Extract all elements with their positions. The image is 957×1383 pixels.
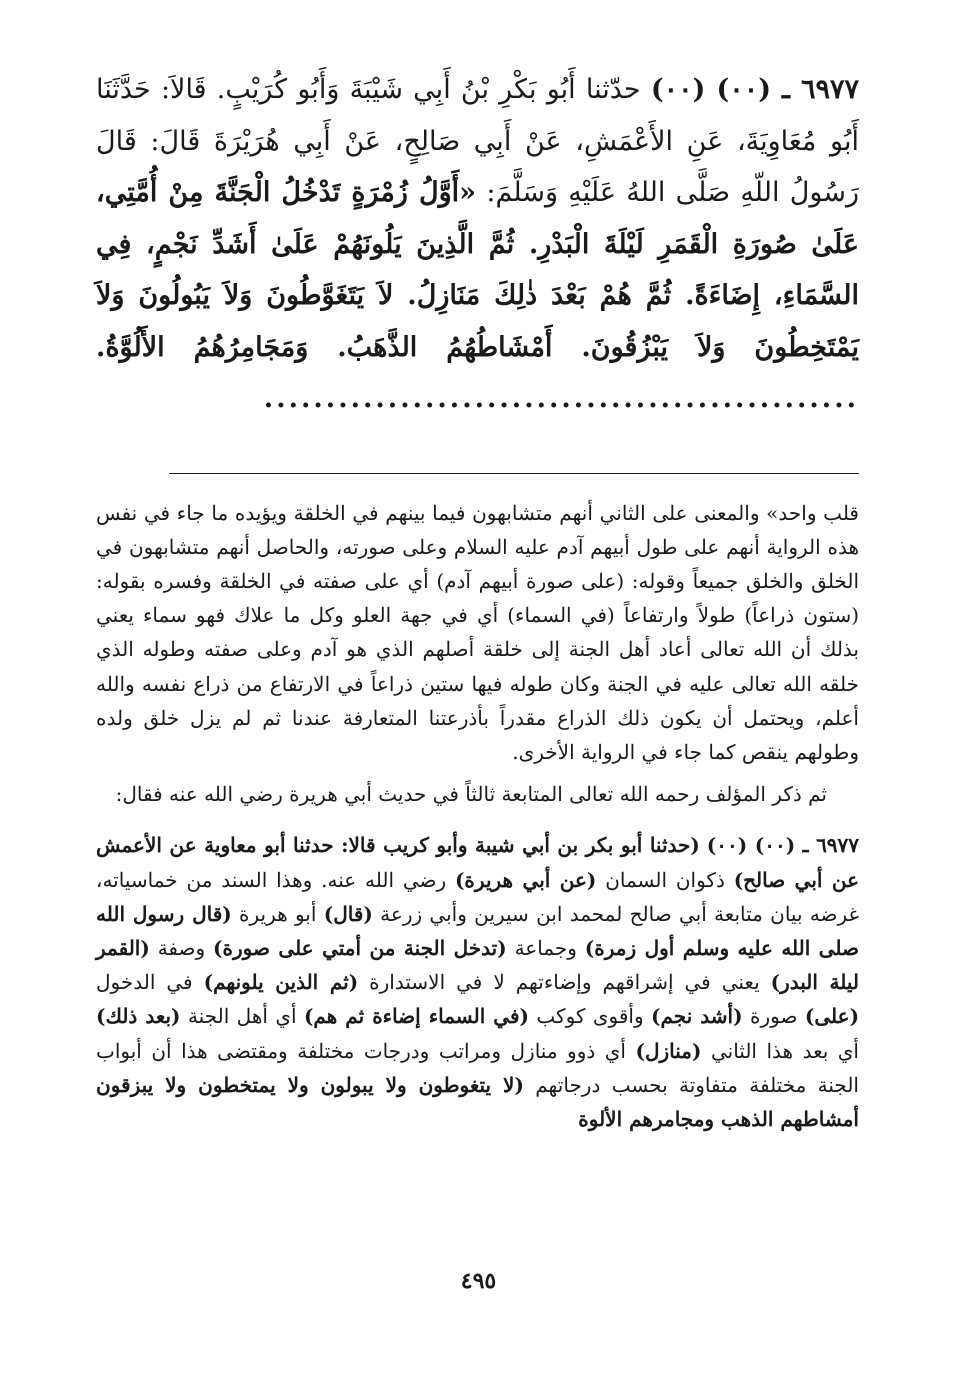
commentary-quote: (في السماء إضاءة ثم هم) bbox=[303, 1004, 529, 1029]
commentary-quote: (قال رسول الله صلى الله عليه وسلم أول زمرة) bbox=[96, 901, 860, 960]
commentary-explanation: وصفة bbox=[157, 935, 206, 960]
page-number: ٤٩٥ bbox=[460, 1268, 497, 1294]
commentary-quote: (على) bbox=[804, 1004, 860, 1029]
commentary-quote: (منازل) bbox=[635, 1038, 702, 1063]
commentary-paragraph-1: قلب واحد» والمعنى على الثاني أنهم متشابهون فيما بينهم في الخلقة ويؤيده ما جاء في نفس هذه الرواية أنهم على طول أبيهم آدم عليه السلام وعلى صورته، والحاصل أنهم متشابهون في الخلق والخلق جميعاً وقوله: (على صورة أبيهم آدم) أي على صفته في الخلقة وفسره بقوله: (ستون ذراعاً) طولاً وارتفاعاً (في السماء) أي في جهة العلو وكل ما علاك فهو سماء يعني بذلك أن الله تعالى أعاد أهل الجنة إلى خلقة أصلهم الذي هو آدم وعلى صفته وطوله الذي خلقه الله تعالى عليه في الجنة وكان طوله فيها ستين ذراعاً في الارتفاع من ذراع نفسه والله أعلم، ويحتمل أن يكون ذلك الذراع مقدراً بأذرعتنا المتعارفة عندنا ثم لم يزل خلق ولده وطولهم ينقص كما جاء في الرواية الأخرى. bbox=[96, 500, 859, 764]
commentary-quote: (تدخل الجنة من أمتي على صورة) bbox=[213, 935, 507, 960]
commentary-quote: (حدثنا أبو بكر بن أبي شيبة وأبو كريب قالا: حدثنا أبو معاوية عن الأعمش عن أبي صالح) bbox=[96, 833, 860, 892]
commentary-quote: (قال) bbox=[323, 901, 373, 926]
commentary-explanation: أي أهل الجنة bbox=[187, 1004, 297, 1029]
commentary-paragraph-2: ثم ذكر المؤلف رحمه الله تعالى المتابعة ثالثاً في حديث أبي هريرة رضي الله عنه فقال: bbox=[115, 782, 827, 807]
commentary-explanation: أي بعد هذا الثاني bbox=[710, 1038, 859, 1063]
hadith-text bbox=[96, 64, 859, 425]
hadith-number: ٦٩٧٧ ـ (٠٠) (٠٠) bbox=[650, 74, 859, 105]
hadith-isnad: حدّثنا أَبُو بَكْرِ بْنُ أَبِي شَيْبَةَ وَأَبُو كُرَيْبٍ. قَالاَ: حَدَّثَنَا أَبُو مُعَاوِيَةَ، عَنِ الأَعْمَشِ، عَنْ أَبِي صَالِحٍ، عَنْ أَبِي هُرَيْرَةَ قَالَ: قَالَ رَسُولُ اللّهِ صَلَّى اللهُ عَلَيْهِ وَسَلَّمَ: bbox=[96, 74, 859, 208]
commentary-quote: (أشد نجم) bbox=[651, 1004, 743, 1029]
commentary-explanation: أي ذوو منازل ومراتب ودرجات مختلفة ومقتضى هذا أن أبواب الجنة مختلفة متفاوتة بحسب درجاتهم bbox=[96, 1038, 859, 1097]
commentary-explanation: صورة bbox=[750, 1004, 798, 1029]
footnote-separator bbox=[169, 473, 859, 474]
commentary-quote: (عن أبي هريرة) bbox=[454, 867, 597, 892]
hadith-dots: ................................................ bbox=[263, 383, 859, 414]
commentary-quote: (بعد ذلك) bbox=[96, 1004, 181, 1029]
commentary-explanation: ذكوان السمان bbox=[605, 867, 725, 892]
commentary-explanation: أبو هريرة bbox=[239, 901, 317, 926]
commentary-hadith-number: ٦٩٧٧ ـ (٠٠) (٠٠) bbox=[706, 833, 860, 858]
commentary-explanation: وجماعة bbox=[514, 935, 577, 960]
hadith-matn: «أَوَّلُ زُمْرَةٍ تَدْخُلُ الْجَنَّةَ مِنْ أُمَّتِي، عَلَىٰ صُورَةِ الْقَمَرِ لَيْلَةَ الْبَدْرِ. ثُمَّ الَّذِينَ يَلُونَهُمْ عَلَىٰ أَشَدِّ نَجْمٍ، فِي السَّمَاءِ، إِضَاءَةً. ثُمَّ هُمْ بَعْدَ ذٰلِكَ مَنَازِلُ. لاَ يَتَغَوَّطُونَ وَلاَ يَبُولُونَ وَلاَ يَمْتَخِطُونَ وَلاَ يَبْزُقُونَ. أَمْشَاطُهُمُ الذَّهَبُ. وَمَجَامِرُهُمُ الأَلُوَّةُ. bbox=[96, 177, 859, 363]
commentary bbox=[96, 496, 859, 1137]
commentary-explanation: يعني في إشراقهم وإضاءتهم لا في الاستدارة bbox=[369, 970, 760, 995]
commentary-quote: (ثم الذين يلونهم) bbox=[203, 970, 359, 995]
commentary-explanation: وأقوى كوكب bbox=[536, 1004, 644, 1029]
commentary-explanation: رضي الله عنه. وهذا السند من خماسياته، غرضه بيان متابعة أبي صالح لمحمد ابن سيرين وأبي زرعة bbox=[96, 867, 860, 926]
commentary-quote: (لا يتغوطون ولا يبولون ولا يمتخطون ولا يبزقون أمشاطهم الذهب ومجامرهم الألوة bbox=[96, 1072, 859, 1131]
commentary-quote: (القمر ليلة البدر) bbox=[96, 935, 860, 995]
commentary-paragraph-3 bbox=[96, 828, 859, 1136]
commentary-explanation: في الدخول bbox=[96, 970, 193, 995]
